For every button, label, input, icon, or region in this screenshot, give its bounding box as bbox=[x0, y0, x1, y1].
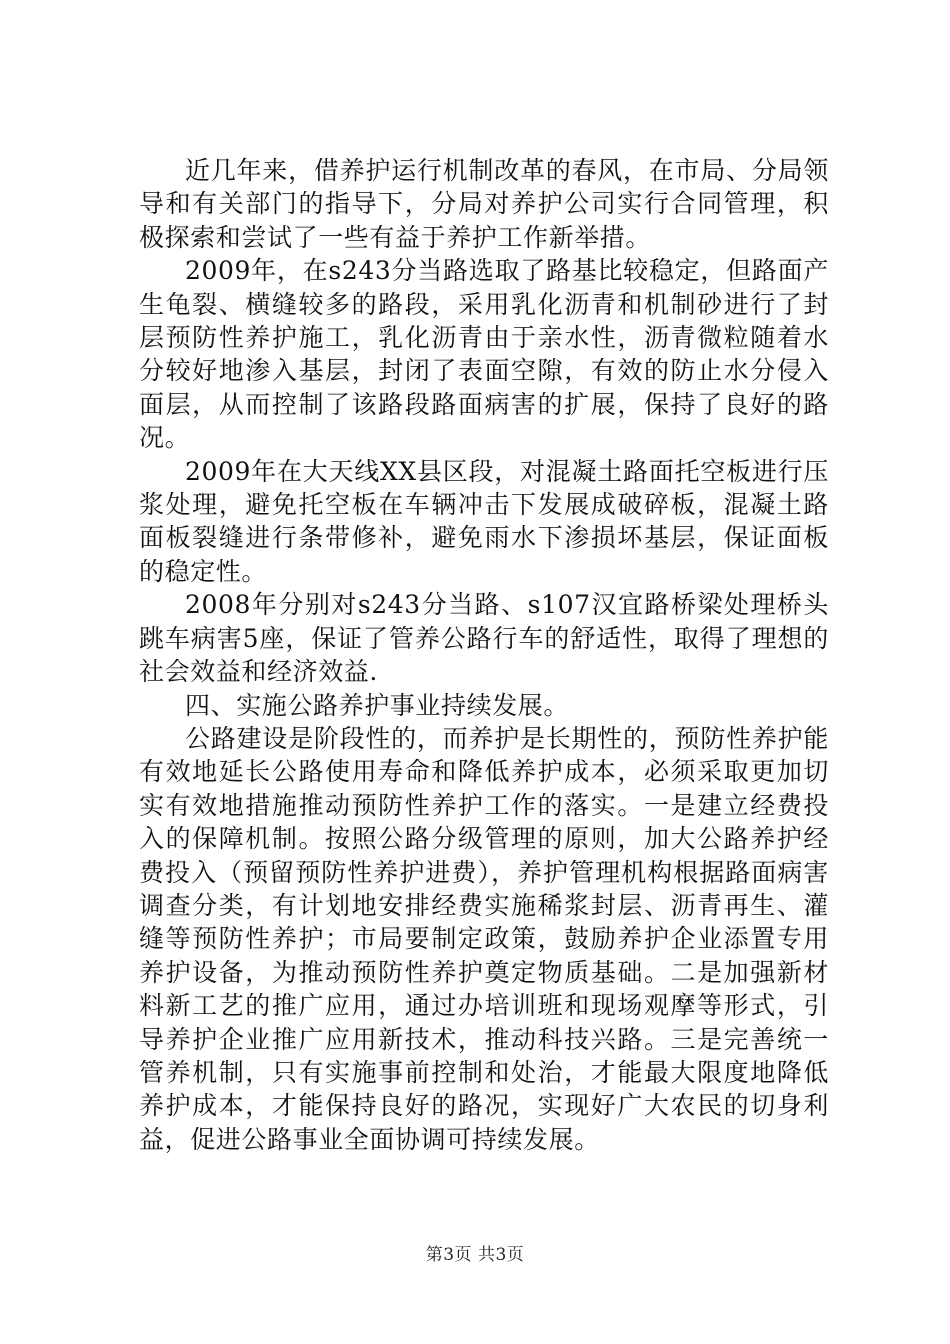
paragraph-2008-bridges: 2008年分别对s243分当路、s107汉宜路桥梁处理桥头跳车病害5座，保证了管养公路行车的舒适性，取得了理想的社会效益和经济效益. bbox=[139, 590, 829, 687]
paragraph-preventive-maintenance: 公路建设是阶段性的，而养护是长期性的，预防性养护能有效地延长公路使用寿命和降低养护成本，必须采取更加切实有效地措施推动预防性养护工作的落实。一是建立经费投入的保障机制。按照公路分级管理的原则，加大公路养护经费投入（预留预防性养护进费），养护管理机构根据路面病害调查分类，有计划地安排经费实施稀浆封层、沥青再生、灌缝等预防性养护；市局要制定政策，鼓励养护企业添置专用养护设备，为推动预防性养护奠定物质基础。二是加强新材料新工艺的推广应用，通过办培训班和现场观摩等形式，引导养护企业推广应用新技术，推动科技兴路。三是完善统一管养机制，只有实施事前控制和处治，才能最大限度地降低养护成本，才能保持良好的路况，实现好广大农民的切身利益，促进公路事业全面协调可持续发展。 bbox=[139, 723, 829, 1154]
document-body bbox=[139, 154, 829, 1156]
paragraph-intro: 近几年来，借养护运行机制改革的春风，在市局、分局领导和有关部门的指导下，分局对养护公司实行合同管理，积极探索和尝试了一些有益于养护工作新举措。 bbox=[139, 156, 829, 252]
page-footer: 第3页 共3页 bbox=[425, 1245, 525, 1265]
section-heading-four: 四、实施公路养护事业持续发展。 bbox=[185, 690, 570, 720]
paragraph-2009-s243: 2009年，在s243分当路选取了路基比较稳定，但路面产生龟裂、横缝较多的路段，采用乳化沥青和机制砂进行了封层预防性养护施工，乳化沥青由于亲水性，沥青微粒随着水分较好地渗入基层，封闭了表面空隙，有效的防止水分侵入面层，从而控制了该路段路面病害的扩展，保持了良好的路况。 bbox=[139, 256, 829, 453]
paragraph-2009-datian: 2009年在大天线XX县区段，对混凝土路面托空板进行压浆处理，避免托空板在车辆冲击下发展成破碎板，混凝土路面板裂缝进行条带修补，避免雨水下渗损坏基层，保证面板的稳定性。 bbox=[139, 456, 829, 586]
